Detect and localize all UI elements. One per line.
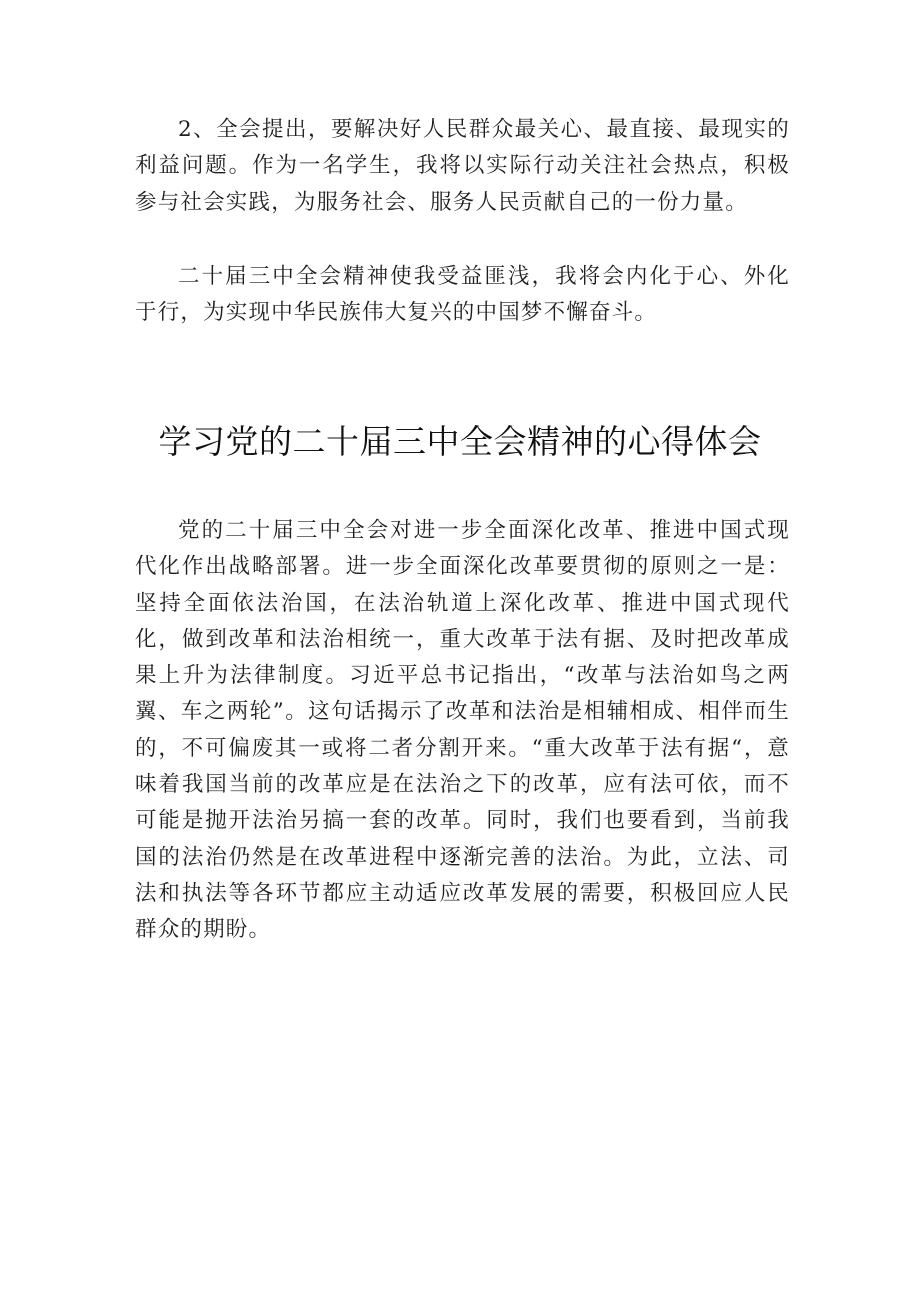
article-title: 学习党的二十届三中全会精神的心得体会 <box>158 422 762 461</box>
paragraph-reform-and-law: 党的二十届三中全会对进一步全面深化改革、推进中国式现代化作出战略部署。进一步全面深化改革要贯彻的原则之一是：坚持全面依法治国，在法治轨道上深化改革、推进中国式现代化，做到改革和法治相统一，重大改革于法有据、及时把改革成果上升为法律制度。习近平总书记指出，“改革与法治如鸟之两翼、车之两轮”。这句话揭示了改革和法治是相辅相成、相伴而生的，不可偏废其一或将二者分割开来。“重大改革于法有据“，意味着我国当前的改革应是在法治之下的改革，应有法可依，而不可能是抛开法治另搞一套的改革。同时，我们也要看到，当前我国的法治仍然是在改革进程中逐渐完善的法治。为此，立法、司法和执法等各环节都应主动适应改革发展的需要，积极回应人民群众的期盼。 <box>135 518 790 943</box>
paragraph-point-2: 2、全会提出，要解决好人民群众最关心、最直接、最现实的利益问题。作为一名学生，我将以实际行动关注社会热点，积极参与社会实践，为服务社会、服务人民贡献自己的一份力量。 <box>135 117 790 215</box>
paragraph-conclusion: 二十届三中全会精神使我受益匪浅，我将会内化于心、外化于行，为实现中华民族伟大复兴的中国梦不懈奋斗。 <box>135 264 790 326</box>
